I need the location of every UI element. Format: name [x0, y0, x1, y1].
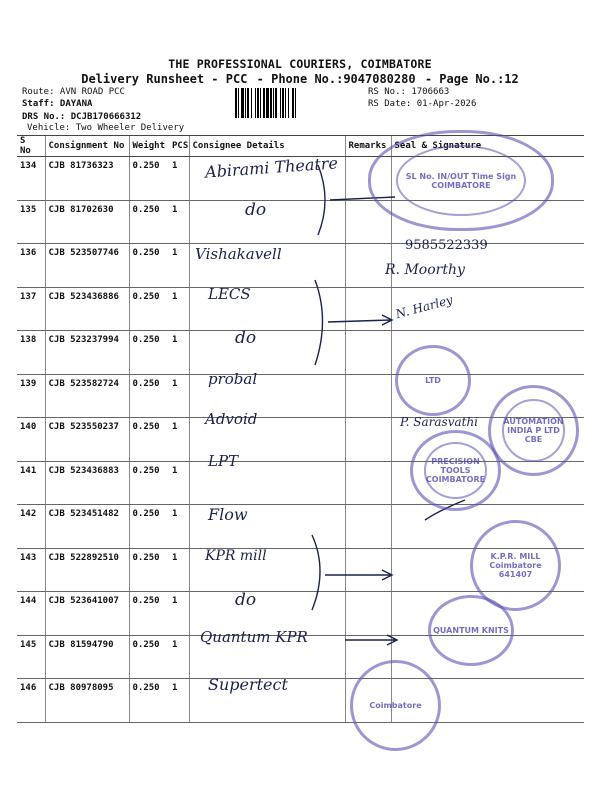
- cell-sno: 145: [17, 635, 45, 679]
- cell-sno: 144: [17, 592, 45, 636]
- handwritten-141: LPT: [208, 452, 239, 470]
- cell-consignment: CJB 81736323: [45, 157, 129, 201]
- cell-pcs: 1: [169, 679, 189, 723]
- col-pcs: PCS: [169, 136, 189, 157]
- cell-consignment: CJB 523641007: [45, 592, 129, 636]
- col-consignment: Consignment No: [45, 136, 129, 157]
- cell-sno: 143: [17, 548, 45, 592]
- handwritten-140: Advoid: [205, 410, 258, 428]
- seal-145: QUANTUM KNITS: [428, 595, 514, 666]
- cell-sno: 134: [17, 157, 45, 201]
- cell-pcs: 1: [169, 505, 189, 549]
- phone-number: - Phone No.:9047080280: [256, 72, 416, 86]
- cell-consignment: CJB 523582724: [45, 374, 129, 418]
- cell-consignment: CJB 80978095: [45, 679, 129, 723]
- cell-sno: 136: [17, 244, 45, 288]
- cell-pcs: 1: [169, 374, 189, 418]
- cell-pcs: 1: [169, 200, 189, 244]
- runsheet-title: Delivery Runsheet - PCC: [81, 72, 248, 86]
- cell-weight: 0.250: [129, 157, 169, 201]
- handwritten-136: Vishakavell: [195, 245, 282, 263]
- handwritten-144: do: [235, 590, 257, 610]
- handwritten-134: Abirami Theatre: [204, 153, 339, 182]
- seal-140: AUTOMATION INDIA P LTD CBE: [488, 385, 579, 476]
- cell-consignment: CJB 81702630: [45, 200, 129, 244]
- cell-consignment: CJB 523507746: [45, 244, 129, 288]
- cell-weight: 0.250: [129, 592, 169, 636]
- cell-sno: 139: [17, 374, 45, 418]
- cell-sno: 135: [17, 200, 45, 244]
- seal-139: LTD: [395, 345, 471, 416]
- cell-weight: 0.250: [129, 244, 169, 288]
- col-remarks: Remarks: [345, 136, 391, 157]
- handwritten-phone: 9585522339: [405, 238, 488, 253]
- drs-number: DRS No.: DCJB170666312: [22, 112, 142, 122]
- cell-pcs: 1: [169, 461, 189, 505]
- cell-weight: 0.250: [129, 461, 169, 505]
- cell-consignment: CJB 523451482: [45, 505, 129, 549]
- cell-weight: 0.250: [129, 418, 169, 462]
- cell-sno: 138: [17, 331, 45, 375]
- seal-141: PRECISION TOOLS COIMBATORE: [410, 430, 501, 511]
- staff-label: Staff: DAYANA: [22, 99, 93, 109]
- cell-weight: 0.250: [129, 548, 169, 592]
- cell-weight: 0.250: [129, 287, 169, 331]
- cell-weight: 0.250: [129, 331, 169, 375]
- rs-date: RS Date: 01-Apr-2026: [368, 99, 477, 109]
- cell-sno: 140: [17, 418, 45, 462]
- bracket-137-138: [315, 280, 323, 365]
- cell-pcs: 1: [169, 287, 189, 331]
- cell-weight: 0.250: [129, 635, 169, 679]
- cell-consignment: CJB 523550237: [45, 418, 129, 462]
- cell-consignment: CJB 523237994: [45, 331, 129, 375]
- handwritten-137: LECS: [208, 285, 251, 303]
- cell-pcs: 1: [169, 244, 189, 288]
- cell-weight: 0.250: [129, 505, 169, 549]
- arrow-144: [325, 570, 392, 580]
- seal-143: K.P.R. MILL Coimbatore 641407: [470, 520, 561, 611]
- cell-pcs: 1: [169, 157, 189, 201]
- bracket-134-135: [318, 165, 325, 235]
- col-consignee: Consignee Details: [189, 136, 345, 157]
- cell-pcs: 1: [169, 635, 189, 679]
- arrow-145: [345, 635, 397, 645]
- col-sno: S No: [17, 136, 45, 157]
- route-label: Route: AVN ROAD PCC: [22, 87, 125, 97]
- handwritten-135: do: [245, 200, 267, 220]
- handwritten-143: KPR mill: [205, 548, 267, 564]
- cell-consignment: CJB 523436883: [45, 461, 129, 505]
- arrow-138: [328, 315, 392, 325]
- cell-pcs: 1: [169, 548, 189, 592]
- signature-136: R. Moorthy: [385, 262, 465, 278]
- seal-146: Coimbatore: [350, 660, 441, 751]
- handwritten-138: do: [235, 328, 257, 348]
- signature-137: N. Harley: [394, 292, 455, 322]
- cell-consignment: CJB 523436886: [45, 287, 129, 331]
- cell-sno: 137: [17, 287, 45, 331]
- cell-weight: 0.250: [129, 200, 169, 244]
- bracket-143-144: [312, 535, 320, 610]
- cell-weight: 0.250: [129, 374, 169, 418]
- cell-sno: 142: [17, 505, 45, 549]
- cell-pcs: 1: [169, 592, 189, 636]
- handwritten-146: Supertect: [208, 675, 288, 694]
- cell-consignment: CJB 81594790: [45, 635, 129, 679]
- handwritten-145: Quantum KPR: [200, 628, 308, 646]
- cell-sno: 146: [17, 679, 45, 723]
- cell-pcs: 1: [169, 331, 189, 375]
- rs-number: RS No.: 1706663: [368, 87, 450, 97]
- cell-consignment: CJB 522892510: [45, 548, 129, 592]
- cell-pcs: 1: [169, 418, 189, 462]
- col-weight: Weight: [129, 136, 169, 157]
- company-title: THE PROFESSIONAL COURIERS, COIMBATORE: [168, 57, 432, 71]
- handwritten-139: probal: [208, 370, 258, 388]
- vehicle-label: Vehicle: Two Wheeler Delivery: [27, 123, 185, 133]
- seal-134: SL No. IN/OUT Time Sign COIMBATORE: [368, 130, 554, 231]
- cell-sno: 141: [17, 461, 45, 505]
- col-seal: Seal & Signature: [391, 136, 584, 157]
- signature-140: P. Sarasvathi: [400, 415, 479, 429]
- page-number: - Page No.:12: [424, 72, 519, 86]
- handwritten-142: Flow: [208, 505, 248, 524]
- cell-weight: 0.250: [129, 679, 169, 723]
